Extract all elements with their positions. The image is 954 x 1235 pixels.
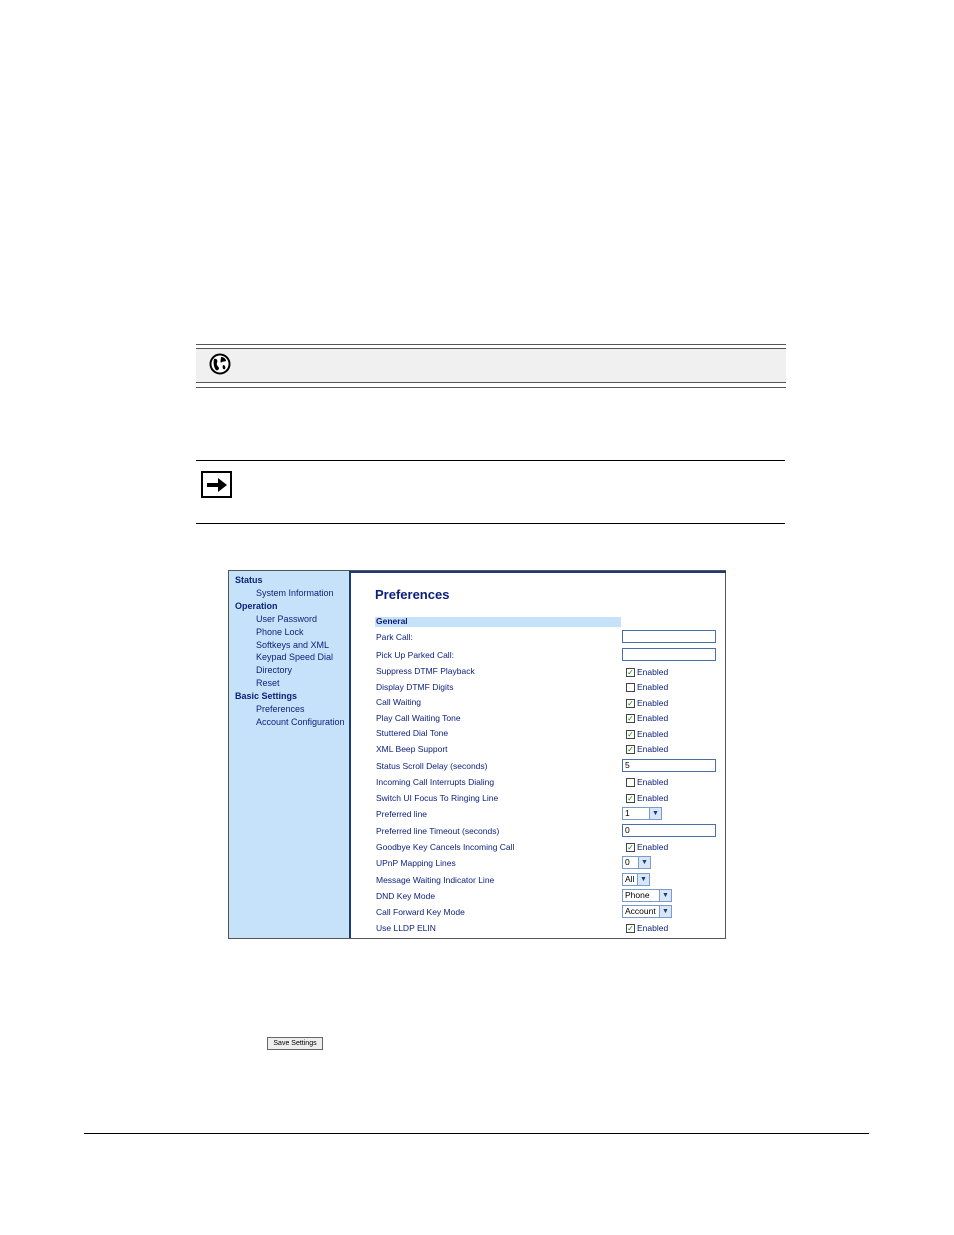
sidebar-item-preferences[interactable]: Preferences xyxy=(256,704,305,714)
status-scroll-delay-input[interactable]: 5 xyxy=(622,759,716,772)
arrow-right-icon xyxy=(201,471,232,498)
enabled-label: Enabled xyxy=(637,698,669,708)
label-play-call-waiting-tone: Play Call Waiting Tone xyxy=(376,713,461,723)
xml-beep-support-checkbox[interactable]: ✓ xyxy=(627,745,634,754)
section-title-general: General xyxy=(376,616,408,626)
header-rule xyxy=(351,571,726,573)
divider xyxy=(196,460,785,461)
page-title: Preferences xyxy=(375,587,450,602)
chevron-down-icon[interactable]: ▼ xyxy=(649,808,661,819)
note-band xyxy=(196,349,786,382)
sidebar-item-reset[interactable]: Reset xyxy=(256,678,280,688)
sidebar-header-operation[interactable]: Operation xyxy=(235,601,278,611)
mwi-line-value: All xyxy=(625,874,635,884)
pick-up-parked-call-input[interactable] xyxy=(622,648,716,661)
sidebar-header-status[interactable]: Status xyxy=(235,575,263,585)
label-switch-ui-focus: Switch UI Focus To Ringing Line xyxy=(376,793,499,803)
sidebar-item-softkeys-xml[interactable]: Softkeys and XML xyxy=(256,640,330,650)
label-xml-beep-support: XML Beep Support xyxy=(376,744,448,754)
sidebar-item-keypad-speed-dial[interactable]: Keypad Speed Dial xyxy=(256,652,334,662)
suppress-dtmf-checkbox[interactable]: ✓ xyxy=(627,668,634,677)
switch-ui-focus-checkbox[interactable]: ✓ xyxy=(627,794,634,803)
preferred-line-value: 1 xyxy=(625,808,630,818)
label-goodbye-key: Goodbye Key Cancels Incoming Call xyxy=(376,842,515,852)
save-settings-button[interactable]: Save Settings xyxy=(267,1037,323,1050)
label-mwi-line: Message Waiting Indicator Line xyxy=(376,875,495,885)
mwi-line-select[interactable] xyxy=(622,873,650,886)
enabled-label: Enabled xyxy=(637,777,669,787)
divider xyxy=(196,344,786,345)
call-waiting-checkbox[interactable]: ✓ xyxy=(627,699,634,708)
enabled-label: Enabled xyxy=(637,744,669,754)
sidebar-header-basic-settings[interactable]: Basic Settings xyxy=(235,691,298,701)
globe-icon xyxy=(209,353,231,375)
preferences-screenshot xyxy=(228,570,726,939)
park-call-input[interactable] xyxy=(622,630,716,643)
sidebar-item-phone-lock[interactable]: Phone Lock xyxy=(256,627,304,637)
preferred-line-timeout-input[interactable]: 0 xyxy=(622,824,716,837)
preferred-line-select[interactable] xyxy=(622,807,662,820)
label-call-waiting: Call Waiting xyxy=(376,697,422,707)
goodbye-key-checkbox[interactable]: ✓ xyxy=(627,843,634,852)
chevron-down-icon[interactable]: ▼ xyxy=(659,906,671,917)
sidebar-item-user-password[interactable]: User Password xyxy=(256,614,318,624)
label-dnd-key-mode: DND Key Mode xyxy=(376,891,436,901)
call-forward-key-mode-value: Account xyxy=(625,906,656,916)
upnp-mapping-lines-value: 0 xyxy=(625,857,630,867)
label-status-scroll-delay: Status Scroll Delay (seconds) xyxy=(376,761,488,771)
call-forward-key-mode-select[interactable] xyxy=(622,905,672,918)
label-suppress-dtmf: Suppress DTMF Playback xyxy=(376,666,475,676)
divider xyxy=(196,382,786,383)
note-box-globe xyxy=(196,344,786,388)
use-lldp-elin-checkbox[interactable]: ✓ xyxy=(627,924,634,933)
label-call-forward-key-mode: Call Forward Key Mode xyxy=(376,907,465,917)
sidebar-item-directory[interactable]: Directory xyxy=(256,665,293,675)
label-preferred-line: Preferred line xyxy=(376,809,428,819)
label-incoming-call-interrupts: Incoming Call Interrupts Dialing xyxy=(376,777,495,787)
sidebar-item-account-configuration[interactable]: Account Configuration xyxy=(256,717,345,727)
enabled-label: Enabled xyxy=(637,842,669,852)
chevron-down-icon[interactable]: ▼ xyxy=(637,874,649,885)
dnd-key-mode-select[interactable] xyxy=(622,889,672,902)
enabled-label: Enabled xyxy=(637,713,669,723)
enabled-label: Enabled xyxy=(637,729,669,739)
label-preferred-line-timeout: Preferred line Timeout (seconds) xyxy=(376,826,500,836)
dnd-key-mode-value: Phone xyxy=(625,890,650,900)
display-dtmf-checkbox[interactable] xyxy=(626,683,635,692)
label-use-lldp-elin: Use LLDP ELIN xyxy=(376,923,436,933)
label-park-call: Park Call: xyxy=(376,632,413,642)
label-upnp-mapping-lines: UPnP Mapping Lines xyxy=(376,858,456,868)
divider xyxy=(196,348,786,349)
label-stuttered-dial-tone: Stuttered Dial Tone xyxy=(376,728,449,738)
divider xyxy=(196,387,786,388)
enabled-label: Enabled xyxy=(637,793,669,803)
chevron-down-icon[interactable]: ▼ xyxy=(659,890,671,901)
sidebar-item-system-information[interactable]: System Information xyxy=(256,588,334,598)
section-bar xyxy=(375,617,621,627)
chevron-down-icon[interactable]: ▼ xyxy=(638,857,650,868)
play-call-waiting-tone-checkbox[interactable]: ✓ xyxy=(627,714,634,723)
label-display-dtmf: Display DTMF Digits xyxy=(376,682,454,692)
upnp-mapping-lines-select[interactable] xyxy=(622,856,651,869)
enabled-label: Enabled xyxy=(637,682,669,692)
incoming-call-interrupts-checkbox[interactable] xyxy=(626,778,635,787)
divider xyxy=(196,523,785,524)
enabled-label: Enabled xyxy=(637,667,669,677)
label-pick-up-parked-call: Pick Up Parked Call: xyxy=(376,650,454,660)
enabled-label: Enabled xyxy=(637,923,669,933)
footer-divider xyxy=(84,1133,869,1134)
stuttered-dial-tone-checkbox[interactable]: ✓ xyxy=(627,730,634,739)
note-box-arrow xyxy=(196,460,785,524)
